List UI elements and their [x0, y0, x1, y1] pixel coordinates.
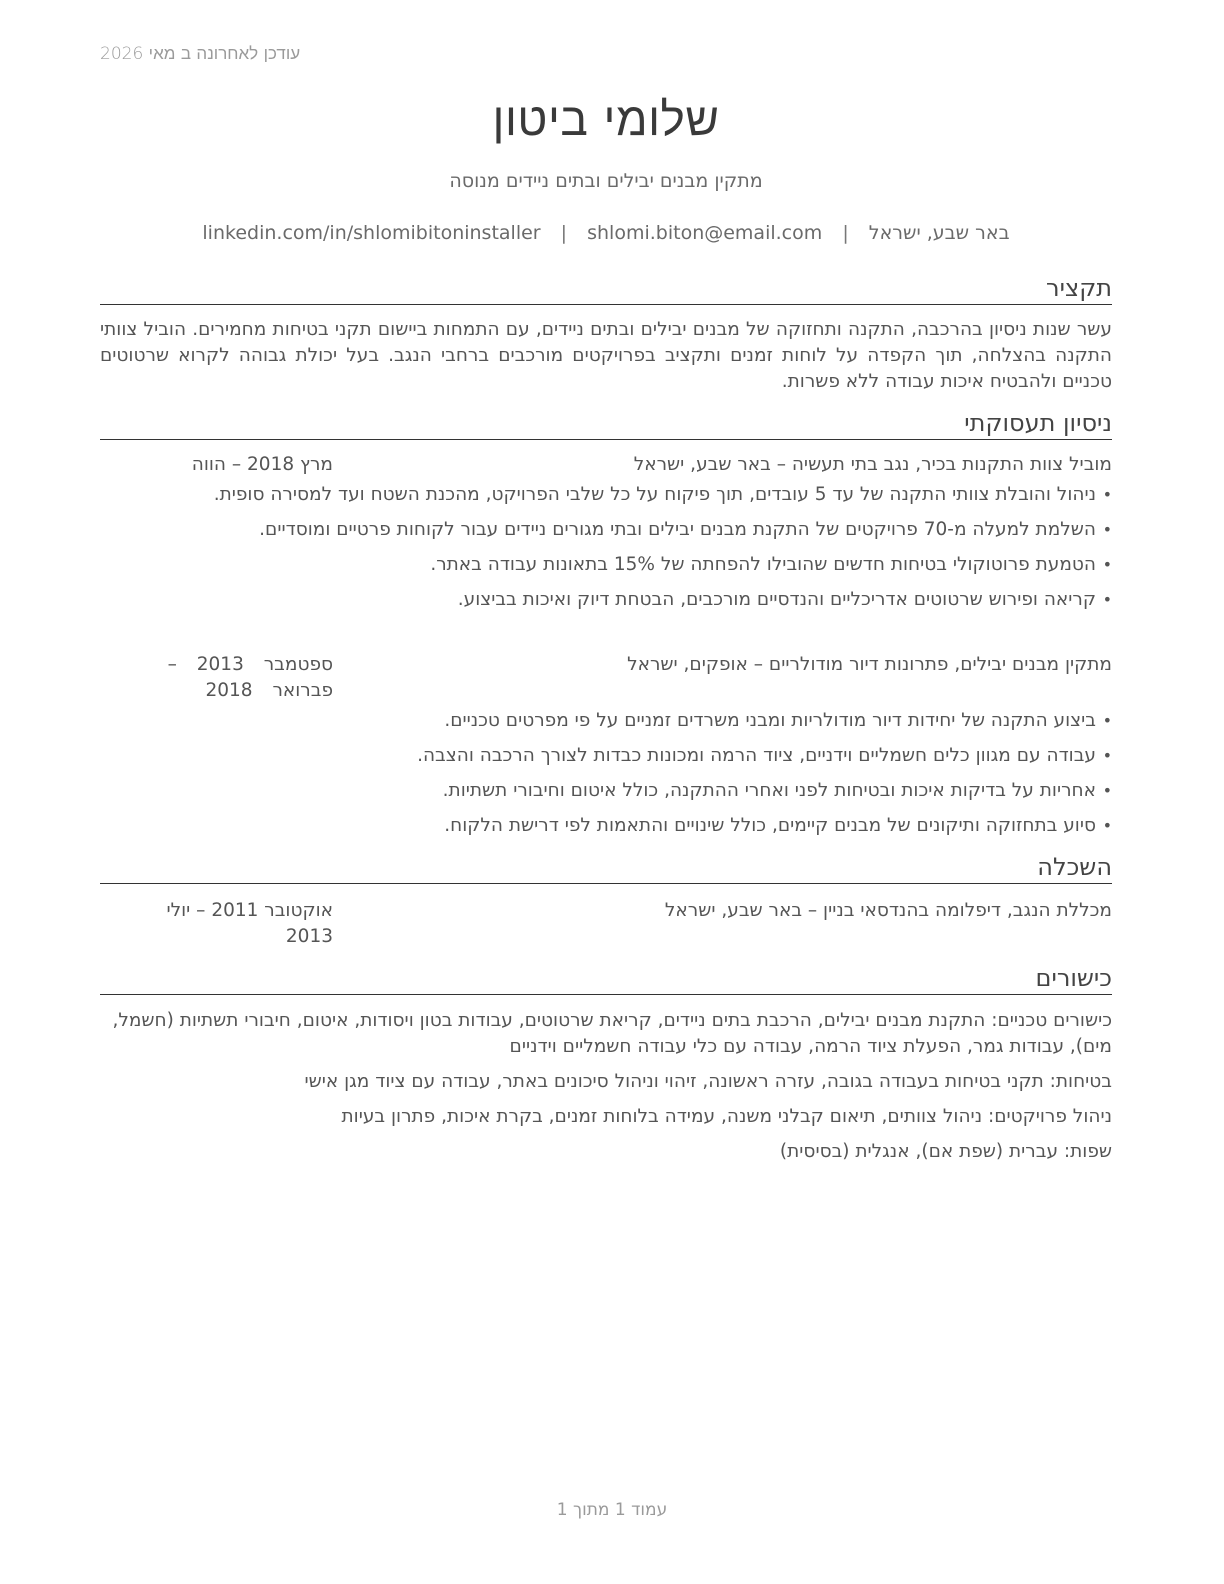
job-bullet: • אחריות על בדיקות איכות ובטיחות לפני ואחרי ההתקנה, כולל איטום וחיבורי תשתיות.	[100, 778, 1112, 804]
job-bullet: • ביצוע התקנה של יחידות דיור מודולריות ומבני משרדים זמניים על פי מפרטים טכניים.	[100, 708, 1112, 734]
contact-separator: |	[842, 222, 849, 244]
candidate-name: שלומי ביטון	[492, 92, 720, 146]
job-title: מתקין מבנים יבילים, פתרונות דיור מודולריים – אופקים, ישראל	[627, 654, 1112, 675]
contact-separator: |	[560, 222, 568, 244]
skills-heading: כישורים	[100, 962, 1112, 995]
education-item	[100, 898, 1112, 950]
skill-line: שפות: עברית (שפת אם), אנגלית (בסיסית)	[779, 1141, 1112, 1162]
job-bullet: • הטמעת פרוטוקולי בטיחות חדשים שהובילו להפחתה של 15% בתאונות עבודה באתר.	[100, 552, 1112, 578]
contact-linkedin[interactable]: linkedin.com/in/shlomibitoninstaller	[202, 222, 541, 244]
job-bullet: • עבודה עם מגוון כלים חשמליים וידניים, ציוד הרמה ומכונות כבדות לצורך הרכבה והצבה.	[100, 743, 1112, 769]
bullet-icon: •	[1102, 746, 1112, 765]
bullet-icon: •	[1102, 816, 1112, 835]
job-bullet: • ניהול והובלת צוותי התקנה של עד 5 עובדים, תוך פיקוח על כל שלבי הפרויקט, מהכנת השטח ועד למסירה סופית.	[100, 482, 1112, 508]
candidate-subtitle: מתקין מבנים יבילים ובתים ניידים מנוסה	[449, 170, 763, 192]
job-dates: מרץ 2018 – הווה	[191, 454, 333, 475]
education-heading: השכלה	[100, 851, 1112, 884]
job-bullet: • סיוע בתחזוקה ותיקונים של מבנים קיימים, כולל שינויים והתאמות לפי דרישת הלקוח.	[100, 813, 1112, 839]
page-footer: עמוד 1 מתוך 1	[556, 1500, 668, 1520]
bullet-icon: •	[1102, 781, 1112, 800]
contact-line	[100, 220, 1112, 246]
job-header	[100, 652, 1112, 704]
job-dates: ספטמבר 2013 – פברואר 2018	[167, 654, 333, 701]
contact-location: באר שבע, ישראל	[868, 222, 1010, 244]
resume-page	[100, 80, 1112, 1165]
skill-line: ניהול פרויקטים: ניהול צוותים, תיאום קבלני משנה, עמידה בלוחות זמנים, בקרת איכות, פתרון בעיות	[341, 1106, 1112, 1127]
education-dates: אוקטובר 2011 – יולי 2013	[166, 900, 333, 947]
summary-heading: תקציר	[100, 272, 1112, 305]
summary-text: עשר שנות ניסיון בהרכבה, התקנה ותחזוקה של מבנים יבילים ובתים ניידים, עם התמחות ביישום תקני בטיחות מחמירים. הוביל צוותי התקנה בהצלחה, תוך הקפדה על לוחות זמנים ותקציב בפרויקטים מורכבים ברחבי הנגב. בעל יכולת גבוהה לקרוא שרטוטים טכניים ולהבטיח איכות עבודה ללא פשרות.	[100, 319, 1112, 392]
last-updated: עודכן לאחרונה ב מאי 2026	[100, 44, 301, 64]
experience-heading: ניסיון תעסוקתי	[100, 407, 1112, 440]
job-bullets	[100, 482, 1112, 613]
skill-line: כישורים טכניים: התקנת מבנים יבילים, הרכבת בתים ניידים, קריאת שרטוטים, עבודות בטון ויסודות, איטום, חיבורי תשתיות (חשמל, מים), עבודות גמר, הפעלת ציוד הרמה, עבודה עם כלי עבודה חשמליים וידניים	[112, 1010, 1112, 1057]
skill-line: בטיחות: תקני בטיחות בעבודה בגובה, עזרה ראשונה, זיהוי וניהול סיכונים באתר, עבודה עם ציוד מגן אישי	[304, 1071, 1112, 1092]
job-title: מוביל צוות התקנות בכיר, נגב בתי תעשיה – באר שבע, ישראל	[633, 454, 1112, 475]
contact-email[interactable]: shlomi.biton@email.com	[587, 222, 823, 244]
job-header	[100, 452, 1112, 478]
bullet-icon: •	[1102, 711, 1112, 730]
bullet-icon: •	[1102, 555, 1112, 574]
bullet-icon: •	[1102, 520, 1112, 539]
education-title: מכללת הנגב, דיפלומה בהנדסאי בניין – באר שבע, ישראל	[664, 900, 1112, 921]
bullet-icon: •	[1102, 485, 1112, 504]
job-bullet: • קריאה ופירוש שרטוטים אדריכליים והנדסיים מורכבים, הבטחת דיוק ואיכות בביצוע.	[100, 587, 1112, 613]
job-bullets	[100, 708, 1112, 839]
bullet-icon: •	[1102, 590, 1112, 609]
job-bullet: • השלמת למעלה מ-70 פרויקטים של התקנת מבנים יבילים ובתי מגורים ניידים עבור לקוחות פרטיים ומוסדיים.	[100, 517, 1112, 543]
